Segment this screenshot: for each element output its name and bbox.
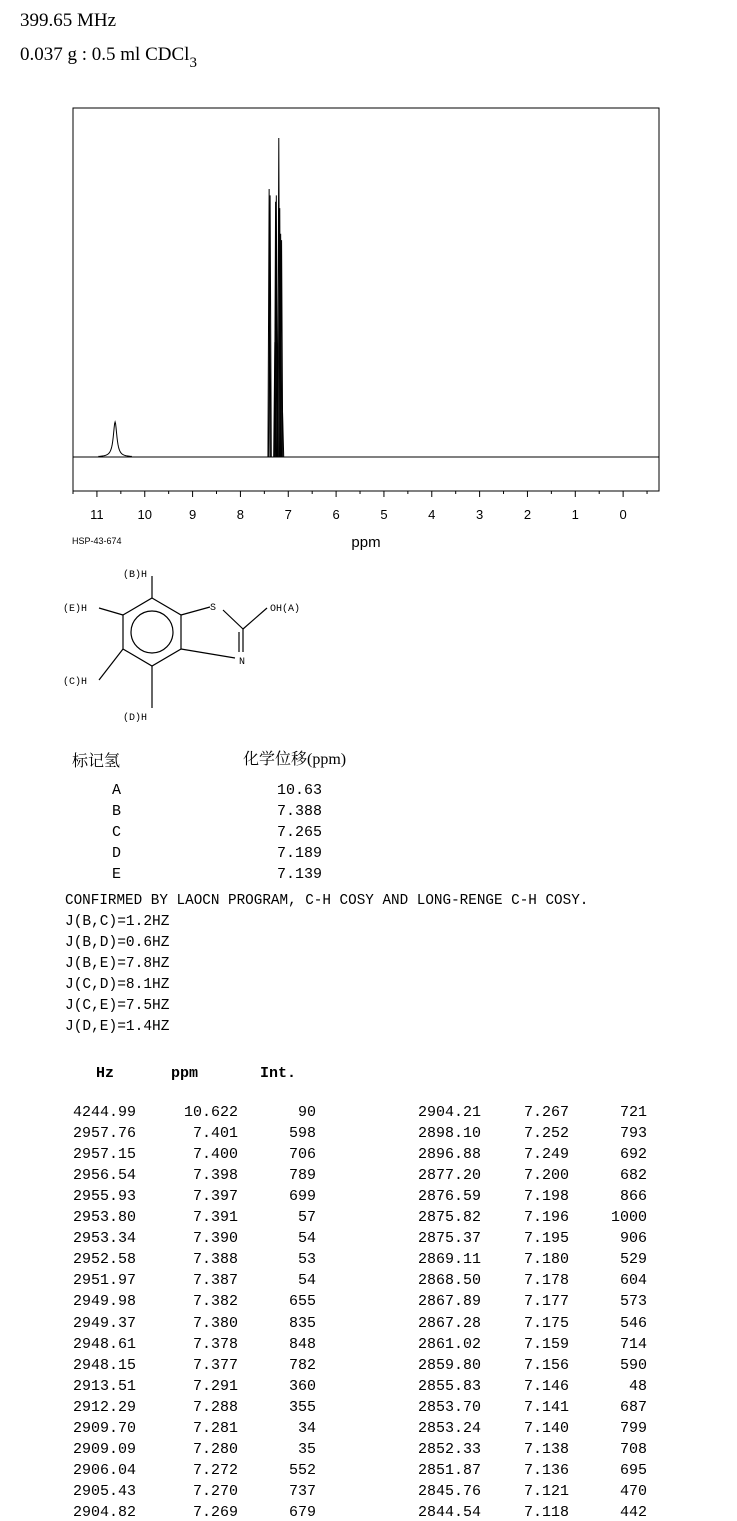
peak-ppm: 7.196 (523, 1209, 569, 1227)
peak-intensity: 655 (288, 1293, 316, 1311)
peak-ppm: 7.146 (523, 1377, 569, 1395)
peak-hz: 2868.50 (417, 1272, 481, 1290)
assignment-row-label: B (112, 803, 122, 820)
peak-hz: 2867.28 (417, 1314, 481, 1332)
peak-hz: 2912.29 (72, 1398, 136, 1416)
peak-hz: 2948.15 (72, 1356, 136, 1374)
chemical-structure (55, 560, 335, 730)
x-tick-label: 1 (571, 507, 579, 522)
peak-intensity: 692 (619, 1146, 647, 1164)
peak-intensity: 470 (619, 1482, 647, 1500)
peak-hz: 2948.61 (72, 1335, 136, 1353)
assignment-row-shift: 10.63 (276, 782, 322, 799)
peak-intensity: 793 (619, 1125, 647, 1143)
peak-ppm: 7.288 (192, 1398, 238, 1416)
peak-hz: 2861.02 (417, 1335, 481, 1353)
peak-intensity: 35 (297, 1440, 316, 1458)
peak-intensity: 706 (288, 1146, 316, 1164)
peak-ppm: 7.398 (192, 1167, 238, 1185)
peak-ppm: 7.136 (523, 1461, 569, 1479)
atom-n: N (239, 657, 246, 668)
peak-hz: 2877.20 (417, 1167, 481, 1185)
peak-ppm: 7.378 (192, 1335, 238, 1353)
peak-intensity: 1000 (610, 1209, 647, 1227)
peak-ppm: 7.269 (192, 1503, 238, 1521)
x-tick-label: 7 (284, 507, 292, 522)
coupling-constant: J(D,E)=1.4HZ (65, 1019, 170, 1035)
peak-ppm: 7.281 (192, 1419, 238, 1437)
peak-intensity: 708 (619, 1440, 647, 1458)
plot-frame (73, 108, 659, 491)
assignment-row-label: E (112, 866, 122, 883)
peak-intensity: 54 (297, 1272, 316, 1290)
peak-intensity: 699 (288, 1188, 316, 1206)
peak-intensity: 552 (288, 1461, 316, 1479)
x-tick-label: 5 (380, 507, 388, 522)
peak-hz: 2844.54 (417, 1503, 481, 1521)
atom-s: S (210, 603, 217, 614)
peak-hz: 2845.76 (417, 1482, 481, 1500)
x-tick-label: 9 (188, 507, 197, 522)
bond-s-c2 (223, 610, 243, 629)
peak-ppm: 7.195 (523, 1230, 569, 1248)
peak-ppm: 7.400 (192, 1146, 238, 1164)
peak-ppm: 7.390 (192, 1230, 238, 1248)
peak-hz: 2851.87 (417, 1461, 481, 1479)
peak-hz: 2904.82 (72, 1503, 136, 1521)
bond-h-e (99, 608, 123, 615)
peak-hz: 2875.82 (417, 1209, 481, 1227)
peak-intensity: 679 (288, 1503, 316, 1521)
peak-intensity: 355 (288, 1398, 316, 1416)
peak-hz: 2869.11 (417, 1251, 481, 1269)
x-tick-label: 2 (523, 507, 532, 522)
bond-c-n (181, 649, 235, 658)
peak-intensity: 695 (619, 1461, 647, 1479)
peak-intensity: 721 (619, 1104, 647, 1121)
peak-hz: 2957.15 (72, 1146, 136, 1164)
peak-ppm: 7.159 (523, 1335, 569, 1353)
x-axis-ticks (73, 491, 647, 522)
x-tick-label: 8 (236, 507, 245, 522)
x-tick-label: 3 (475, 507, 484, 522)
peak-hz: 2852.33 (417, 1440, 481, 1458)
confirmation-note: CONFIRMED BY LAOCN PROGRAM, C-H COSY AND LONG-RENGE C-H COSY. (65, 893, 589, 909)
sample-subscript: 3 (189, 55, 197, 71)
peak-ppm: 7.401 (192, 1125, 238, 1143)
peak-ppm: 7.388 (192, 1251, 238, 1269)
peak-hz: 2951.97 (72, 1272, 136, 1290)
peak-ppm: 7.200 (523, 1167, 569, 1185)
peak-hz: 2953.34 (72, 1230, 136, 1248)
peak-hz: 2956.54 (72, 1167, 136, 1185)
assignment-row-shift: 7.189 (276, 845, 322, 862)
peak-hz: 4244.99 (72, 1104, 136, 1121)
peak-intensity: 90 (297, 1104, 316, 1121)
coupling-constant: J(B,C)=1.2HZ (65, 914, 170, 930)
coupling-constant: J(C,E)=7.5HZ (65, 998, 170, 1014)
peak-intensity: 360 (288, 1377, 316, 1395)
x-tick-label: 0 (619, 507, 627, 522)
peak-ppm: 7.156 (523, 1356, 569, 1374)
peak-hz: 2853.24 (417, 1419, 481, 1437)
peak-intensity: 53 (297, 1251, 316, 1269)
peak-hz: 2905.43 (72, 1482, 136, 1500)
peak-intensity: 799 (619, 1419, 647, 1437)
peak-intensity: 782 (288, 1356, 316, 1374)
peak-intensity: 529 (619, 1251, 647, 1269)
bond-c-s (181, 607, 210, 615)
assignment-header-shift: 化学位移(ppm) (243, 751, 347, 768)
peak-list-header-hz: Hz (96, 1065, 115, 1082)
peak-intensity: 48 (628, 1377, 647, 1395)
assignment-row-label: C (112, 824, 122, 841)
x-tick-label: 6 (332, 507, 340, 522)
assignment-row-shift: 7.265 (276, 824, 322, 841)
peak-hz: 2898.10 (417, 1125, 481, 1143)
peak-hz: 2955.93 (72, 1188, 136, 1206)
peak-ppm: 7.140 (523, 1419, 569, 1437)
x-tick-label: 10 (137, 507, 152, 522)
peak-hz: 2952.58 (72, 1251, 136, 1269)
peak-hz: 2867.89 (417, 1293, 481, 1311)
structure-bonds (99, 576, 267, 708)
peak-hz: 2853.70 (417, 1398, 481, 1416)
x-tick-label: 11 (90, 507, 104, 522)
nmr-spectrum-plot (0, 0, 737, 560)
assignment-header-label: 标记氢 (72, 753, 121, 770)
peak-hz: 2855.83 (417, 1377, 481, 1395)
peak-hz: 2859.80 (417, 1356, 481, 1374)
peak-hz: 2909.09 (72, 1440, 136, 1458)
peak-intensity: 906 (619, 1230, 647, 1248)
spectrum-peaks (98, 138, 283, 457)
peak-intensity: 682 (619, 1167, 647, 1185)
peak-ppm: 7.177 (523, 1293, 569, 1311)
peak-ppm: 7.272 (192, 1461, 238, 1479)
coupling-constant: J(B,D)=0.6HZ (65, 935, 170, 951)
peak-ppm: 7.267 (523, 1104, 569, 1121)
peak-intensity: 604 (619, 1272, 647, 1290)
label-h-c: (C)H (63, 677, 88, 688)
label-h-e: (E)H (63, 604, 88, 615)
spectrum-peak (98, 422, 131, 457)
peak-ppm: 7.118 (523, 1503, 569, 1521)
peak-hz: 2875.37 (417, 1230, 481, 1248)
peak-intensity: 57 (297, 1209, 316, 1227)
bond-h-c (99, 649, 123, 680)
peak-ppm: 7.391 (192, 1209, 238, 1227)
peak-intensity: 54 (297, 1230, 316, 1248)
peak-ppm: 7.141 (523, 1398, 569, 1416)
label-h-d: (D)H (123, 713, 148, 724)
peak-hz: 2953.80 (72, 1209, 136, 1227)
peak-ppm: 7.175 (523, 1314, 569, 1332)
peak-intensity: 687 (619, 1398, 647, 1416)
peak-intensity: 590 (619, 1356, 647, 1374)
label-oh-a: OH(A) (270, 604, 301, 615)
peak-intensity: 866 (619, 1188, 647, 1206)
peak-intensity: 848 (288, 1335, 316, 1353)
peak-ppm: 7.280 (192, 1440, 238, 1458)
peak-ppm: 7.249 (523, 1146, 569, 1164)
peak-ppm: 7.380 (192, 1314, 238, 1332)
peak-ppm: 7.377 (192, 1356, 238, 1374)
peak-intensity: 714 (619, 1335, 647, 1353)
peak-ppm: 7.138 (523, 1440, 569, 1458)
sample-prefix: 0.037 g : 0.5 ml CDCl (20, 44, 190, 65)
aromatic-circle (131, 611, 173, 653)
assignment-row-shift: 7.139 (276, 866, 322, 883)
peak-intensity: 598 (288, 1125, 316, 1143)
peak-intensity: 34 (297, 1419, 316, 1437)
peak-intensity: 835 (288, 1314, 316, 1332)
peak-ppm: 10.622 (183, 1104, 238, 1121)
peak-hz: 2957.76 (72, 1125, 136, 1143)
peak-intensity: 789 (288, 1167, 316, 1185)
peak-hz: 2876.59 (417, 1188, 481, 1206)
peak-hz: 2909.70 (72, 1419, 136, 1437)
peak-ppm: 7.121 (523, 1482, 569, 1500)
assignment-row-label: A (112, 782, 122, 799)
peak-intensity: 546 (619, 1314, 647, 1332)
peak-ppm: 7.387 (192, 1272, 238, 1290)
peak-hz: 2949.37 (72, 1314, 136, 1332)
coupling-constant: J(B,E)=7.8HZ (65, 956, 170, 972)
peak-hz: 2913.51 (72, 1377, 136, 1395)
peak-hz: 2896.88 (417, 1146, 481, 1164)
peak-list-header-int: Int. (260, 1065, 297, 1082)
peak-list-header-ppm: ppm (171, 1065, 199, 1082)
peak-hz: 2949.98 (72, 1293, 136, 1311)
peak-intensity: 737 (288, 1482, 316, 1500)
peak-intensity: 573 (619, 1293, 647, 1311)
peak-ppm: 7.291 (192, 1377, 238, 1395)
peak-ppm: 7.382 (192, 1293, 238, 1311)
benzene-ring (123, 598, 181, 666)
label-h-b: (B)H (123, 570, 148, 581)
bond-c2-oh (243, 608, 267, 629)
peak-hz: 2906.04 (72, 1461, 136, 1479)
peak-intensity: 442 (619, 1503, 647, 1521)
x-axis-label: ppm (351, 534, 381, 551)
peak-ppm: 7.178 (523, 1272, 569, 1290)
coupling-constant: J(C,D)=8.1HZ (65, 977, 170, 993)
spectrum-code: HSP-43-674 (72, 536, 122, 546)
peak-ppm: 7.252 (523, 1125, 569, 1143)
peak-ppm: 7.397 (192, 1188, 238, 1206)
peak-ppm: 7.270 (192, 1482, 238, 1500)
x-tick-label: 4 (428, 507, 436, 522)
peak-ppm: 7.198 (523, 1188, 569, 1206)
peak-hz: 2904.21 (417, 1104, 481, 1121)
spectrometer-frequency: 399.65 MHz (20, 10, 117, 31)
assignment-row-shift: 7.388 (276, 803, 322, 820)
assignment-row-label: D (112, 845, 122, 862)
peak-ppm: 7.180 (523, 1251, 569, 1269)
